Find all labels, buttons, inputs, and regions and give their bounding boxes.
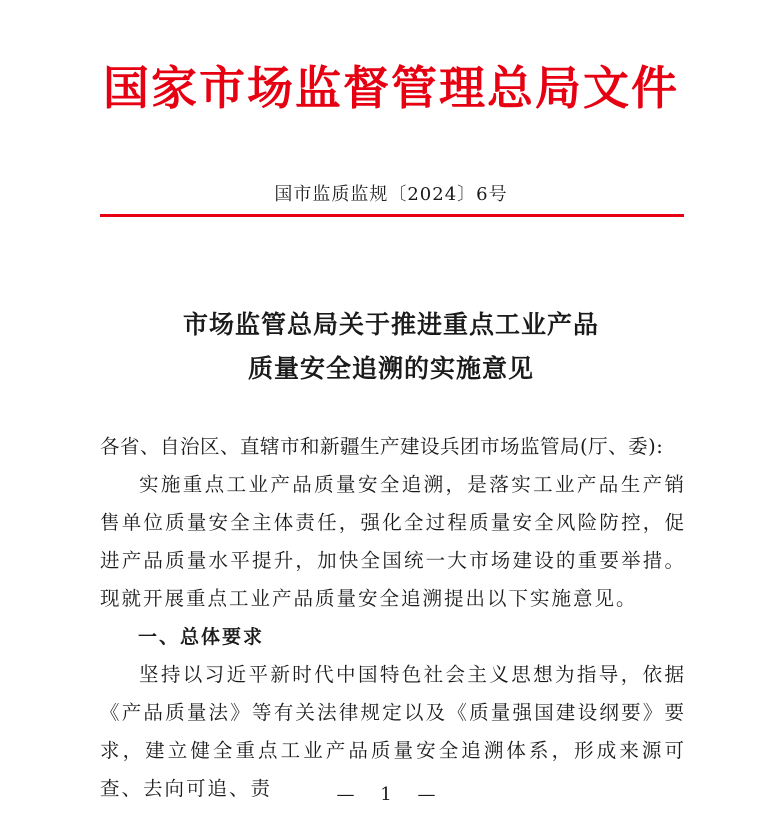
agency-header-title: 国家市场监督管理总局文件	[103, 61, 679, 115]
document-title-line-1: 市场监管总局关于推进重点工业产品	[182, 310, 599, 339]
body-paragraph-1: 实施重点工业产品质量安全追溯，是落实工业产品生产销售单位质量安全主体责任，强化全过程质量安全风险防控，促进产品质量水平提升，加快全国统一大市场建设的重要举措。现就开展重点工业产品质量安全追溯提出以下实施意见。	[100, 473, 686, 610]
section-heading-general-requirements: 一、总体要求	[138, 626, 265, 648]
document-number: 国市监质监规〔2024〕6号	[274, 184, 508, 205]
salutation: 各省、自治区、直辖市和新疆生产建设兵团市场监管局(厅、委):	[100, 435, 664, 458]
page-number: — 1 —	[336, 784, 446, 805]
body-paragraph-2: 坚持以习近平新时代中国特色社会主义思想为指导，依据《产品质量法》等有关法律规定以及《质量强国建设纲要》要求，建立健全重点工业产品质量安全追溯体系，形成来源可查、去向可追、责	[100, 663, 686, 800]
document-title-line-2: 质量安全追溯的实施意见	[247, 354, 534, 383]
red-divider-line	[100, 214, 684, 217]
